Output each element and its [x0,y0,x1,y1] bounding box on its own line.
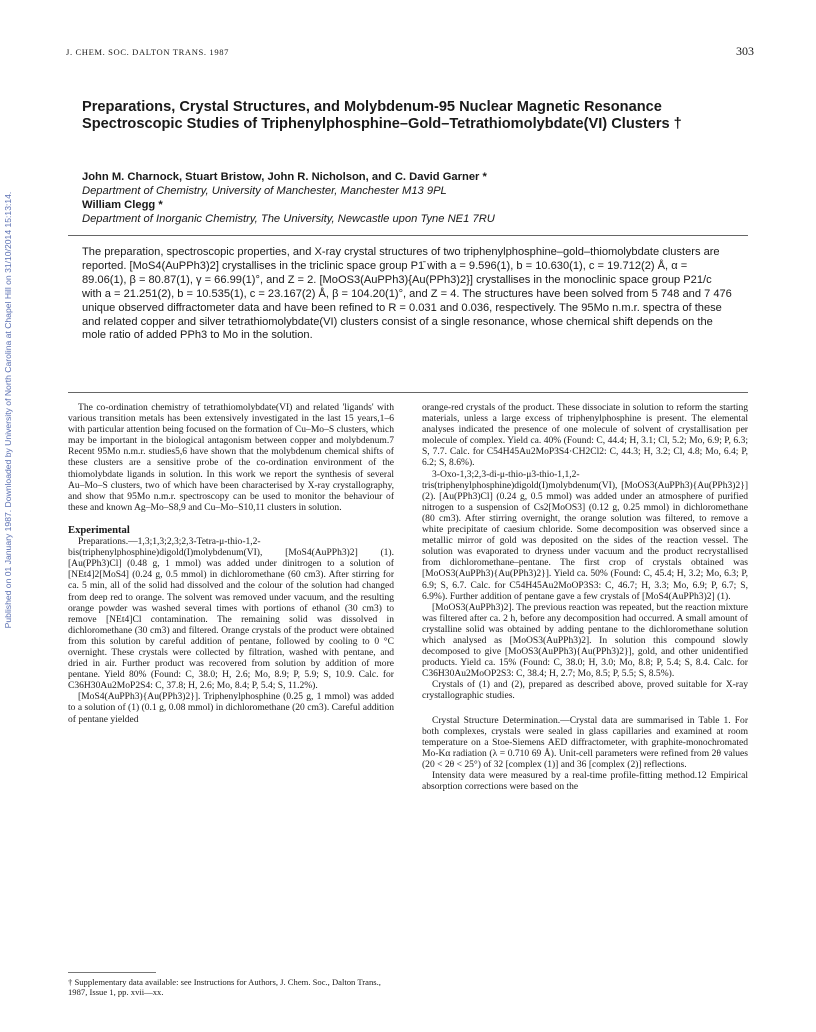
footnote-rule [68,972,156,973]
preparation-1-paragraph: Preparations.—1,3;1,3;2,3;2,3-Tetra-μ-thio-1,2-bis(triphenylphosphine)digold(I)molybdenum(VI), [MoS4(AuPPh3)2] (1). [Au(PPh3)Cl] (0.48 g, 1 mmol) was added under dinitrogen to a solution of [NEt4]2[MoS4] (0.24 g, 0.5 mmol) in dichloromethane (60 cm3). After stirring for ca. 5 min, all of the solid had dissolved and the colour of the solution had changed from deep red to orange. The solvent was removed under vacuum, and the resulting orange powder was washed several times with portions of ethanol (30 cm3) to remove [NEt4]Cl contamination. The remaining solid was dissolved in dichloromethane (30 cm3) and filtered. Orange crystals of the product were obtained from this solution by careful addition of pentane, followed by cooling to 0 °C overnight. These crystals were collected by filtration, washed with pentane, and dried in air. Further product was recovered from solution by addition of more pentane. Yield 80% (Found: C, 38.0; H, 2.6; Mo, 8.9; P, 5.9; S, 10.9. Calc. for C36H30Au2MoP2S4: C, 37.8; H, 2.6; Mo, 8.4; P, 5.4; S, 11.2%). [68,536,394,692]
affiliation-1: Department of Chemistry, University of Manchester, Manchester M13 9PL [82,185,447,197]
author-names-1: John M. Charnock, Stuart Bristow, John R. Nicholson, and C. David Garner * [82,171,487,183]
experimental-heading: Experimental [68,524,130,536]
footnote: † Supplementary data available: see Instructions for Authors, J. Chem. Soc., Dalton Trans., 1987, Issue 1, pp. xvii—xx. [68,977,381,998]
left-column [68,402,394,725]
preparation-4-paragraph: [MoOS3(AuPPh3)2]. The previous reaction was repeated, but the reaction mixture was filtered after ca. 2 h, before any decomposition had occurred. A small amount of crystalline solid was obtained by adding pentane to the dichloromethane solution which analysed as [MoOS3(AuPPh3)2]. In solution this compound slowly decomposed to give [MoOS3(AuPPh3){Au(PPh3)2}], gold, and other unidentified products. Yield ca. 15% (Found: C, 38.0; H, 3.0; Mo, 8.8; P, 5.4; S, 8.4. Calc. for C36H30Au2MoOP2S3: C, 38.4; H, 2.7; Mo, 8.5; P, 5.5; S, 8.5%). [422,601,748,680]
page-number: 303 [736,44,754,58]
preparation-2-paragraph: [MoS4(AuPPh3){Au(PPh3)2}]. Triphenylphosphine (0.25 g, 1 mmol) was added to a solution of (1) (0.1 g, 0.08 mmol) in dichloromethane (20 cm3). Careful addition of pentane yielded [68,691,394,725]
abstract: The preparation, spectroscopic properties, and X-ray crystal structures of two triphenylphosphine–gold–thiomolybdate clusters are reported. [MoS4(AuPPh3)2] crystallises in the triclinic space group P1̄ with a = 9.596(1), b = 10.630(1), c = 19.712(2) Å, α = 89.06(1), β = 80.87(1), γ = 66.99(1)°, and Z = 2. [MoOS3(AuPPh3){Au(PPh3)2}] crystallises in the monoclinic space group P21/c with a = 21.251(2), b = 10.535(1), c = 23.167(2) Å, β = 104.20(1)°, and Z = 4. The structures have been solved from 5 748 and 7 476 unique observed diffractometer data and have been refined to R = 0.031 and 0.036, respectively. The 95Mo n.m.r. spectra of these and related copper and silver tetrathiomolybdate(VI) clusters consist of a single resonance, whose chemical shift depends on the mole ratio of added PPh3 to Mo in the solution. [82,246,732,342]
running-head: J. CHEM. SOC. DALTON TRANS. 1987 [66,47,230,57]
author-names-2: William Clegg * [82,199,163,211]
crystals-paragraph: Crystals of (1) and (2), prepared as described above, proved suitable for X-ray crystallographic studies. [422,679,748,702]
right-column [422,402,748,792]
affiliation-2: Department of Inorganic Chemistry, The University, Newcastle upon Tyne NE1 7RU [82,213,495,225]
preparation-3-paragraph: 3-Oxo-1,3;2,3-di-μ-thio-μ3-thio-1,1,2-tris(triphenylphosphine)digold(I)molybdenum(VI), [MoOS3(AuPPh3){Au(PPh3)2}] (2). [Au(PPh3)Cl] (0.24 g, 0.5 mmol) was added under an atmosphere of purified nitrogen to a suspension of Cs2[MoOS3] (0.12 g, 0.25 mmol) in dichloromethane (80 cm3). After stirring overnight, the orange solution was filtered, to remove a white precipitate of caesium chloride. Some decomposition was observed since a metallic mirror of gold was deposited on the sides of the reaction vessel. The solution was evaporated to dryness under vacuum and the product recrystallised from dichloromethane–pentane. The first crop of crystals obtained was [MoOS3(AuPPh3){Au(PPh3)2}]. Yield ca. 50% (Found: C, 45.4; H, 3.2; Mo, 6.3; P, 6.9; S, 6.7. Calc. for C54H45Au2MoOP3S3: C, 46.7; H, 3.3; Mo, 6.9; P, 6.7; S, 6.9%). Further addition of pentane gave a few crystals of [MoS4(AuPPh3)2] (1). [422,468,748,602]
download-notice [0,170,16,650]
intensity-paragraph: Intensity data were measured by a real-time profile-fitting method.12 Empirical absorption corrections were based on the [422,770,748,793]
author-block [82,170,722,226]
crystal-structure-paragraph: Crystal Structure Determination.—Crystal data are summarised in Table 1. For both complexes, crystals were sealed in glass capillaries and examined at room temperature on a Stoe-Siemens AED diffractometer, with graphite-monochromated Mo-Kα radiation (λ = 0.710 69 Å). Unit-cell parameters were refined from 2θ values (20 < 2θ < 25°) of 32 [complex (1)] and 36 [complex (2)] reflections. [422,714,748,770]
intro-paragraph: The co-ordination chemistry of tetrathiomolybdate(VI) and related 'ligands' with various transition metals has been extensively investigated in the last 15 years,1–6 with particular attention being focused on the formation of Cu–Mo–S clusters, which may be important in the biological antagonism between copper and molybdenum.7 Recent 95Mo n.m.r. studies5,6 have shown that the molybdenum chemical shifts of these clusters are a sensitive probe of the co-ordination environment of the thiomolybdate ligands in solution. In this work we report the synthesis of several Au–Mo–S clusters, two of which have been characterised by X-ray crystallography, and show that 95Mo n.m.r. spectroscopy can be used to monitor the behaviour of these and known Ag–Mo–S8,9 and Cu–Mo–S10,11 clusters in solution. [68,402,394,513]
abstract-bottom-rule [68,392,748,393]
abstract-top-rule [68,235,748,236]
continued-paragraph: orange-red crystals of the product. These dissociate in solution to reform the starting materials, unless a large excess of triphenylphosphine is present. The elemental analyses indicated the presence of one molecule of solvent of crystallisation per molecule of complex. Yield ca. 40% (Found: C, 44.4; H, 3.1; Cl, 5.2; Mo, 6.9; P, 6.3; S, 7.7. Calc. for C54H45Au2MoP3S4·CH2Cl2: C, 44.3; H, 3.2; Cl, 4.8; Mo, 6.4; P, 6.2; S, 8.6%). [422,402,748,469]
article-title: Preparations, Crystal Structures, and Molybdenum-95 Nuclear Magnetic Resonance Spectroscopic Studies of Triphenylphosphine–Gold–Tetrathiomolybdate(VI) Clusters † [82,99,682,132]
download-notice-text: Published on 01 January 1987. Downloaded by University of North Carolina at Chapel Hill on 31/10/2014 15:13:14. [3,191,13,629]
